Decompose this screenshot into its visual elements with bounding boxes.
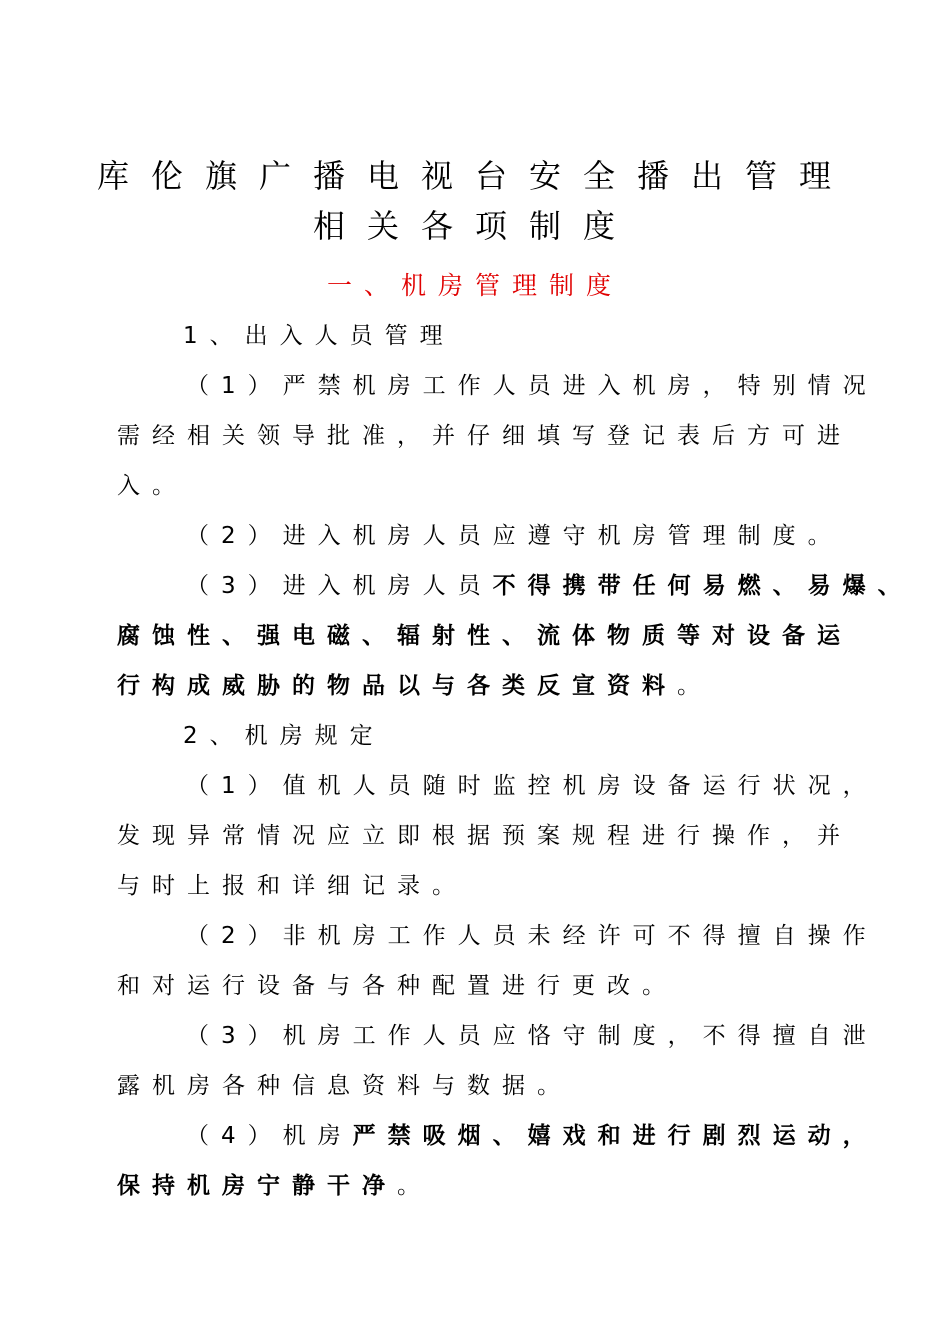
paragraph-1-1-line1: （1）严禁机房工作人员进入机房，特别情况 (186, 373, 878, 399)
paragraph-1-1-line3: 入。 (117, 473, 187, 499)
paragraph-2-2-line2: 和对运行设备与各种配置进行更改。 (117, 973, 677, 999)
paragraph-1-3-line3 (117, 671, 712, 701)
paragraph-2-4-line2 (117, 1171, 432, 1201)
paragraph-1-3-line2: 腐蚀性、强电磁、辐射性、流体物质等对设备运 (117, 623, 852, 649)
item2-heading: 2、机房规定 (183, 723, 385, 749)
paragraph-2-4-emphasis-end: 保持机房宁静干净 (117, 1173, 397, 1199)
paragraph-1-2: （2）进入机房人员应遵守机房管理制度。 (186, 523, 843, 549)
paragraph-1-1-line2: 需经相关领导批准，并仔细填写登记表后方可进 (117, 423, 852, 449)
paragraph-2-1-line3: 与时上报和详细记录。 (117, 873, 467, 899)
paragraph-2-1-line1: （1）值机人员随时监控机房设备运行状况， (186, 773, 878, 799)
section-heading: 一、机房管理制度 (326, 271, 623, 300)
paragraph-2-4-emphasis: 严禁吸烟、嬉戏和进行剧烈运动， (352, 1123, 878, 1149)
paragraph-1-3-emphasis-end: 行构成威胁的物品以与各类反宣资料 (117, 673, 677, 699)
document-title-line2: 相关各项制度 (312, 207, 637, 245)
paragraph-2-2-line1: （2）非机房工作人员未经许可不得擅自操作 (186, 923, 878, 949)
paragraph-1-3-emphasis: 不得携带任何易燃、易爆、 (492, 573, 913, 599)
paragraph-2-4-line1 (186, 1121, 878, 1151)
paragraph-2-3-line1: （3）机房工作人员应恪守制度，不得擅自泄 (186, 1023, 878, 1049)
paragraph-1-3-line1 (186, 571, 913, 601)
paragraph-1-3-period: 。 (677, 673, 712, 699)
paragraph-1-3-normal: （3）进入机房人员 (186, 573, 493, 599)
paragraph-2-4-period: 。 (397, 1173, 432, 1199)
item1-heading: 1、出入人员管理 (183, 323, 455, 349)
paragraph-2-1-line2: 发现异常情况应立即根据预案规程进行操作，并 (117, 823, 852, 849)
document-title-line1: 库伦旗广播电视台安全播出管理 (96, 157, 853, 195)
paragraph-2-3-line2: 露机房各种信息资料与数据。 (117, 1073, 572, 1099)
paragraph-2-4-normal: （4）机房 (186, 1123, 353, 1149)
